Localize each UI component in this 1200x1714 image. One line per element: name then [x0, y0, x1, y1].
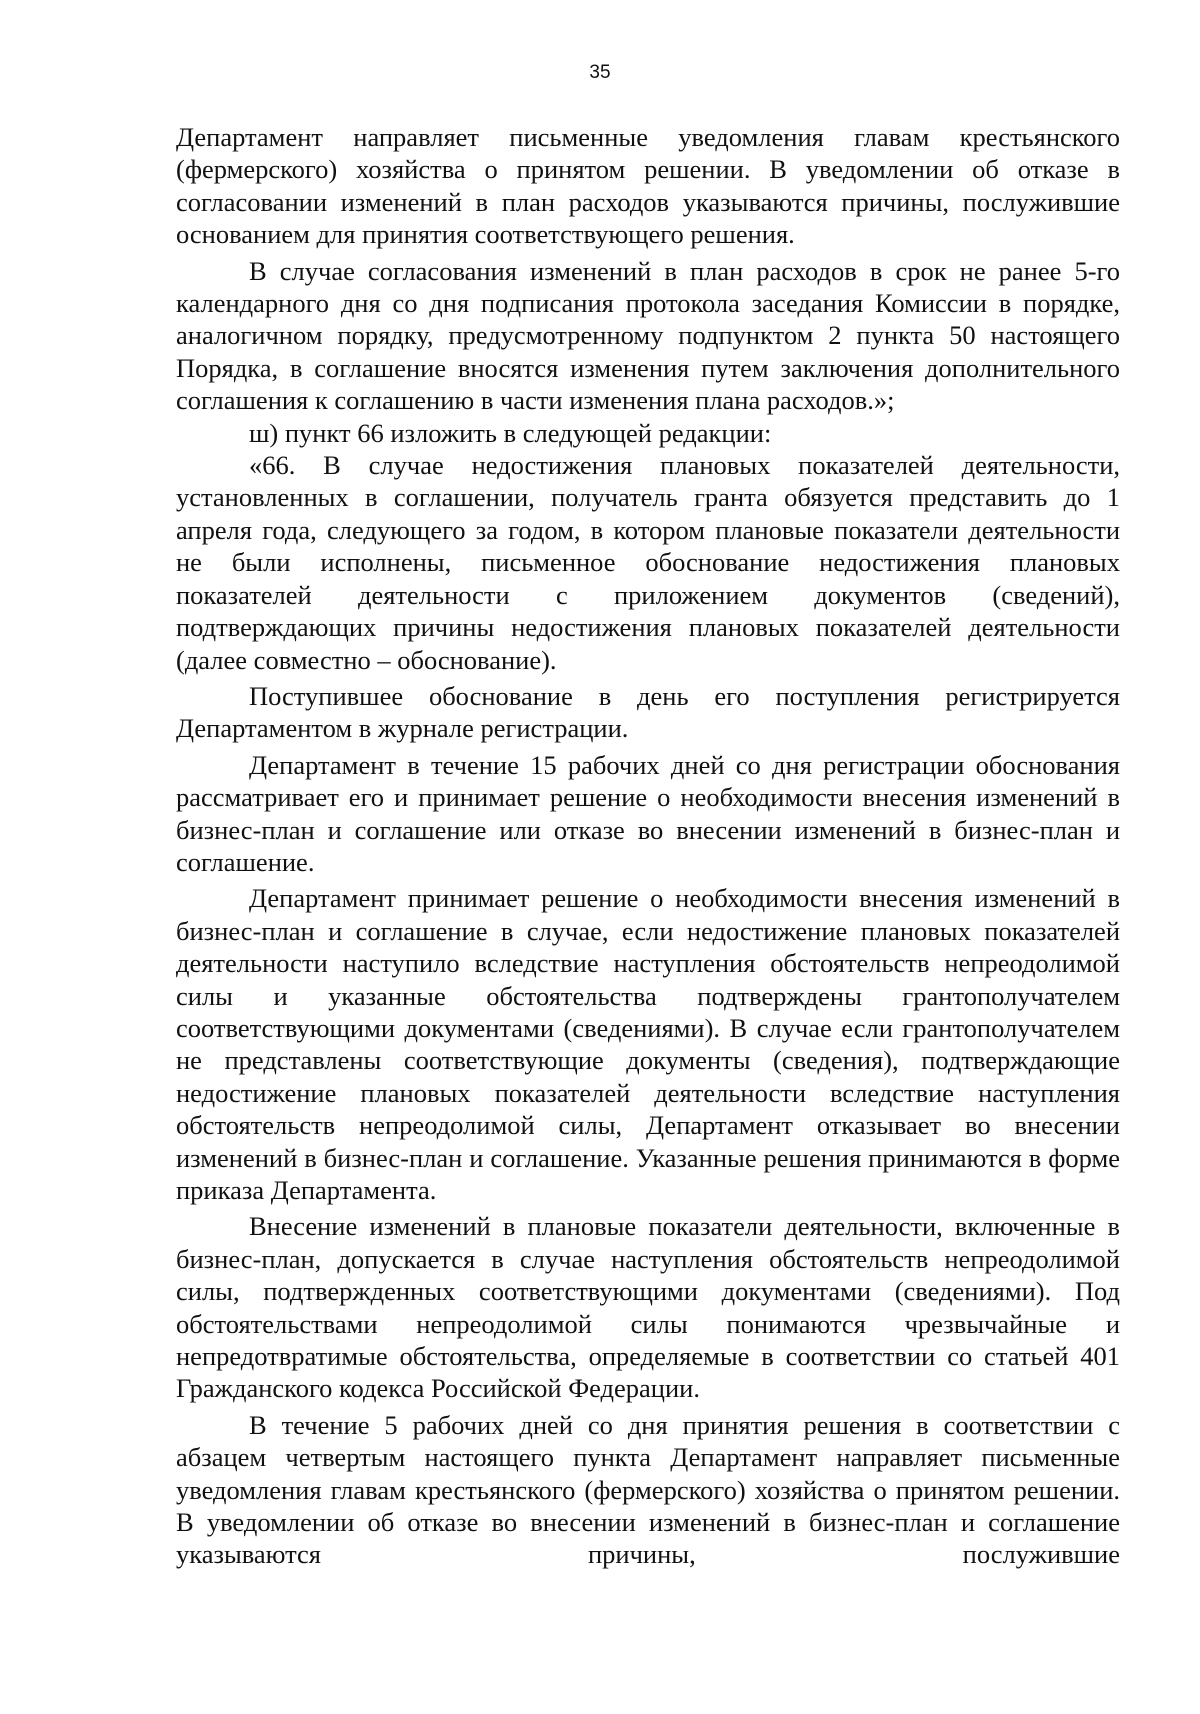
paragraph: Департамент принимает решение о необходимости внесения изменений в бизнес-план и соглашение в случае, если недостижение плановых показателей деятельности наступило вследствие наступления обстоятельств непреодолимой силы и указанные обстоятельства подтверждены грантополучателем соответствующими документами (сведениями). В случае если грантополучателем не представлены соответствующие документы (сведения), подтверждающие недостижение плановых показателей деятельности вследствие наступления обстоятельств непреодолимой силы, Департамент отказывает во внесении изменений в бизнес-план и соглашение. Указанные решения принимаются в форме приказа Департамента.	[176, 883, 1120, 1205]
paragraph: В течение 5 рабочих дней со дня принятия решения в соответствии с абзацем четвертым настоящего пункта Департамент направляет письменные уведомления главам крестьянского (фермерского) хозяйства о принятом решении. В уведомлении об отказе во внесении изменений в бизнес-план и соглашение указываются причины, послужившие	[176, 1409, 1120, 1570]
page-number: 35	[589, 62, 611, 83]
paragraph: «66. В случае недостижения плановых показателей деятельности, установленных в соглашении, получатель гранта обязуется представить до 1 апреля года, следующего за годом, в котором плановые показатели деятельности не были исполнены, письменное обоснование недостижения плановых показателей деятельности с приложением документов (сведений), подтверждающих причины недостижения плановых показателей деятельности (далее совместно – обоснование).	[176, 450, 1120, 675]
paragraph: Департамент в течение 15 рабочих дней со дня регистрации обоснования рассматривает его и принимает решение о необходимости внесения изменений в бизнес-план и соглашение или отказе во внесении изменений в бизнес-план и соглашение.	[176, 749, 1120, 877]
paragraph: Внесение изменений в плановые показатели деятельности, включенные в бизнес-план, допускается в случае наступления обстоятельств непреодолимой силы, подтвержденных соответствующими документами (сведениями). Под обстоятельствами непреодолимой силы понимаются чрезвычайные и непредотвратимые обстоятельства, определяемые в соответствии со статьей 401 Гражданского кодекса Российской Федерации.	[176, 1211, 1120, 1404]
paragraph: Департамент направляет письменные уведомления главам крестьянского (фермерского) хозяйства о принятом решении. В уведомлении об отказе в согласовании изменений в план расходов указываются причины, послужившие основанием для принятия соответствующего решения.	[176, 122, 1120, 250]
document-body	[176, 121, 1120, 1571]
paragraph: Поступившее обоснование в день его поступления регистрируется Департаментом в журнале регистрации.	[176, 680, 1120, 744]
paragraph: ш) пункт 66 изложить в следующей редакции:	[249, 417, 772, 448]
paragraph: В случае согласования изменений в план расходов в срок не ранее 5-го календарного дня со дня подписания протокола заседания Комиссии в порядке, аналогичном порядку, предусмотренному подпунктом 2 пункта 50 настоящего Порядка, в соглашение вносятся изменения путем заключения дополнительного соглашения к соглашению в части изменения плана расходов.»;	[176, 255, 1120, 416]
